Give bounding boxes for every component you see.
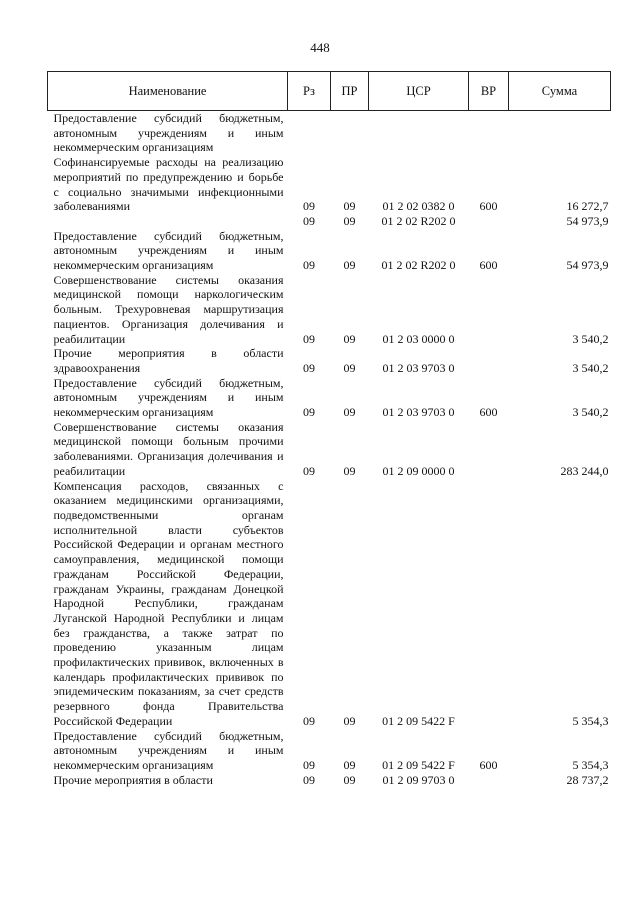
cell-pr <box>331 111 369 156</box>
cell-vr <box>469 111 509 156</box>
cell-vr <box>469 773 509 788</box>
cell-csr: 01 2 02 0382 0 <box>382 199 455 214</box>
cell-sum: 54 973,9 <box>566 213 609 228</box>
cell-sum: 28 737,2 <box>566 772 609 787</box>
cell-vr: 600 <box>479 258 498 273</box>
cell-sum: 283 244,0 <box>560 463 609 478</box>
budget-table <box>47 71 611 787</box>
cell-csr: 01 2 02 R202 0 <box>381 213 456 228</box>
table-row <box>48 773 611 788</box>
cell-csr: 01 2 03 0000 0 <box>382 331 455 346</box>
cell-csr: 01 2 09 9703 0 <box>382 772 455 787</box>
cell-name: Прочие мероприятия в области здравоохранения <box>53 346 284 375</box>
table-row <box>48 229 611 273</box>
cell-pr: 09 <box>343 713 356 728</box>
cell-csr <box>369 111 469 156</box>
cell-vr <box>469 273 509 347</box>
cell-csr: 01 2 09 0000 0 <box>382 463 455 478</box>
cell-vr <box>469 346 509 375</box>
table-row <box>48 214 611 229</box>
cell-name: Предоставление субсидий бюджетным, автономным учреждениям и иным некоммерческим организациям <box>53 728 284 772</box>
cell-pr: 09 <box>343 757 356 772</box>
cell-name: Предоставление субсидий бюджетным, автономным учреждениям и иным некоммерческим организациям <box>53 375 284 420</box>
table-row <box>48 346 611 375</box>
cell-pr: 09 <box>343 463 356 478</box>
cell-sum <box>509 111 611 156</box>
cell-csr: 01 2 09 5422 F <box>382 757 455 772</box>
cell-name: Прочие мероприятия в области <box>53 772 213 787</box>
cell-csr: 01 2 09 5422 F <box>382 713 455 728</box>
cell-vr: 600 <box>479 757 498 772</box>
header-csr: ЦСР <box>369 72 469 111</box>
header-name: Наименование <box>48 72 288 111</box>
cell-sum: 3 540,2 <box>572 360 609 375</box>
header-vr: ВР <box>469 72 509 111</box>
table-row <box>48 155 611 214</box>
cell-sum: 3 540,2 <box>572 405 609 420</box>
table-row <box>48 111 611 156</box>
table-body <box>48 111 611 788</box>
cell-vr <box>469 479 509 729</box>
cell-pr: 09 <box>343 199 356 214</box>
table-row <box>48 479 611 729</box>
cell-name: Компенсация расходов, связанных с оказанием медицинскими организациями, подведомственными органам исполнительной власти субъектов Российской Федерации и органам местного самоуправления, медицинской помощи гражданам Российской Федерации, гражданам Украины, гражданам Донецкой Народной Республики, гражданам Луганской Народной Республики и лицам без гражданства, а также затрат по проведению указанным лицам профилактических прививок, включенных в календарь профилактических прививок по эпидемическим показаниям, за счет средств резервного фонда Правительства Российской Федерации <box>53 478 284 728</box>
header-pr: ПР <box>331 72 369 111</box>
cell-vr: 600 <box>479 199 498 214</box>
table-row <box>48 376 611 420</box>
cell-pr: 09 <box>343 360 356 375</box>
cell-sum: 5 354,3 <box>572 713 609 728</box>
cell-name: Софинансируемые расходы на реализацию мероприятий по предупреждению и борьбе с социально значимыми инфекционными заболеваниями <box>53 155 284 214</box>
cell-rz: 09 <box>303 331 315 346</box>
cell-vr <box>469 420 509 479</box>
cell-pr: 09 <box>343 331 356 346</box>
table-row <box>48 420 611 479</box>
cell-sum: 5 354,3 <box>572 757 609 772</box>
page-number: 448 <box>310 40 330 55</box>
cell-csr: 01 2 03 9703 0 <box>382 405 455 420</box>
cell-rz: 09 <box>303 757 315 772</box>
cell-rz: 09 <box>303 199 315 214</box>
table-header <box>48 72 611 111</box>
header-sum: Сумма <box>509 72 611 111</box>
cell-vr: 600 <box>479 405 498 420</box>
cell-rz: 09 <box>303 258 315 273</box>
cell-name: Предоставление субсидий бюджетным, автономным учреждениям и иным некоммерческим организациям <box>53 228 284 273</box>
cell-rz: 09 <box>303 463 315 478</box>
cell-sum: 16 272,7 <box>566 199 609 214</box>
cell-sum: 3 540,2 <box>572 331 609 346</box>
cell-rz: 09 <box>303 213 315 228</box>
table-row <box>48 273 611 347</box>
cell-sum: 54 973,9 <box>566 258 609 273</box>
cell-rz: 09 <box>303 772 315 787</box>
cell-csr: 01 2 03 9703 0 <box>382 360 455 375</box>
cell-rz: 09 <box>303 713 315 728</box>
cell-rz <box>288 111 331 156</box>
cell-pr: 09 <box>343 213 356 228</box>
cell-name <box>48 214 288 229</box>
header-rz: Рз <box>288 72 331 111</box>
cell-pr: 09 <box>343 772 356 787</box>
cell-vr <box>469 214 509 229</box>
cell-name: Предоставление субсидий бюджетным, автономным учреждениям и иным некоммерческим организациям <box>53 111 284 155</box>
cell-rz: 09 <box>303 360 315 375</box>
cell-name: Совершенствование системы оказания медицинской помощи наркологическим больным. Трехуровневая маршрутизация пациентов. Организация долечивания и реабилитации <box>53 272 284 346</box>
cell-csr: 01 2 02 R202 0 <box>381 258 456 273</box>
cell-pr: 09 <box>343 405 356 420</box>
cell-name: Совершенствование системы оказания медицинской помощи больным прочими заболеваниями. Организация долечивания и реабилитации <box>53 419 284 478</box>
cell-pr: 09 <box>343 258 356 273</box>
cell-rz: 09 <box>303 405 315 420</box>
table-row <box>48 729 611 773</box>
